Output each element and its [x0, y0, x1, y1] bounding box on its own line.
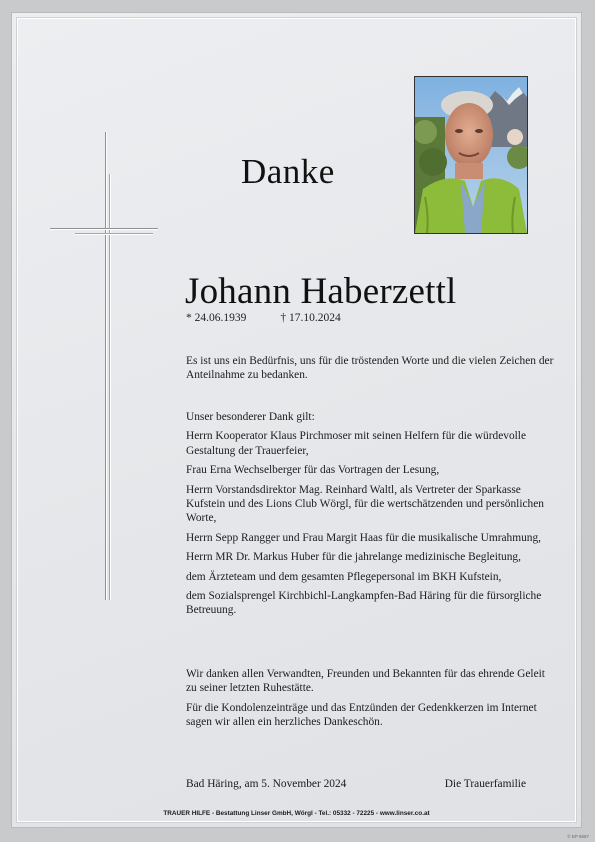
cross-horizontal-line-inner — [75, 233, 153, 234]
intro-text: Es ist uns ein Bedürfnis, uns für die tröstenden Worte und die vielen Zeichen der Anteilnahme zu bedanken. — [186, 355, 554, 382]
closing-text: Wir danken allen Verwandten, Freunden und Bekannten für das ehrende Geleit zu seiner letzten Ruhestätte. — [186, 668, 545, 695]
closing-text: Für die Kondolenzeinträge und das Entzünden der Gedenkkerzen im Internet sagen wir allen ein herzliches Dankeschön. — [186, 701, 537, 729]
death-date: † 17.10.2024 — [280, 312, 341, 324]
thanks-item: dem Sozialsprengel Kirchbichl-Langkampfen-Bad Häring für die fürsorgliche Betreuung. — [186, 590, 542, 617]
page-title: Danke — [241, 152, 335, 191]
closing-section — [186, 667, 556, 730]
thanks-item: Herrn MR Dr. Markus Huber für die jahrelange medizinische Begleitung, — [186, 551, 521, 564]
thanks-item: dem Ärzteteam und dem gesamten Pflegepersonal im BKH Kufstein, — [186, 570, 502, 583]
life-dates — [186, 312, 486, 324]
thanks-item: Herrn Vorstandsdirektor Mag. Reinhard Waltl, als Vertreter der Sparkasse Kufstein und des Lions Club Wörgl, für die wertschätzenden und persönlichen Worte, — [186, 483, 544, 525]
place-date: Bad Häring, am 5. November 2024 — [186, 778, 347, 790]
signature-line — [186, 778, 526, 790]
signature: Die Trauerfamilie — [444, 778, 526, 790]
cross-vertical-line — [105, 132, 106, 600]
portrait-photo — [414, 76, 528, 234]
thanks-intro: Unser besonderer Dank gilt: — [186, 411, 315, 423]
deceased-name: Johann Haberzettl — [185, 271, 457, 312]
birth-date: * 24.06.1939 — [186, 312, 247, 324]
portrait-image — [415, 77, 527, 233]
thanks-item: Herrn Sepp Rangger und Frau Margit Haas für die musikalische Umrahmung, — [186, 531, 542, 544]
thanks-section — [186, 410, 556, 618]
copyright-note: © EP 9687 — [567, 834, 589, 839]
cross-vertical-line-inner — [109, 174, 110, 600]
intro-paragraph — [186, 354, 556, 383]
parte-card — [11, 12, 582, 828]
thanks-item: Herrn Kooperator Klaus Pirchmoser mit seinen Helfern für die würdevolle Gestaltung der Trauerfeier, — [186, 430, 527, 457]
thanks-item: Frau Erna Wechselberger für das Vortragen der Lesung, — [186, 464, 440, 477]
cross-horizontal-line — [50, 228, 158, 229]
undertaker-footer: TRAUER HILFE - Bestattung Linser GmbH, Wörgl - Tel.: 05332 - 72225 - www.linser.co.at — [163, 810, 430, 817]
